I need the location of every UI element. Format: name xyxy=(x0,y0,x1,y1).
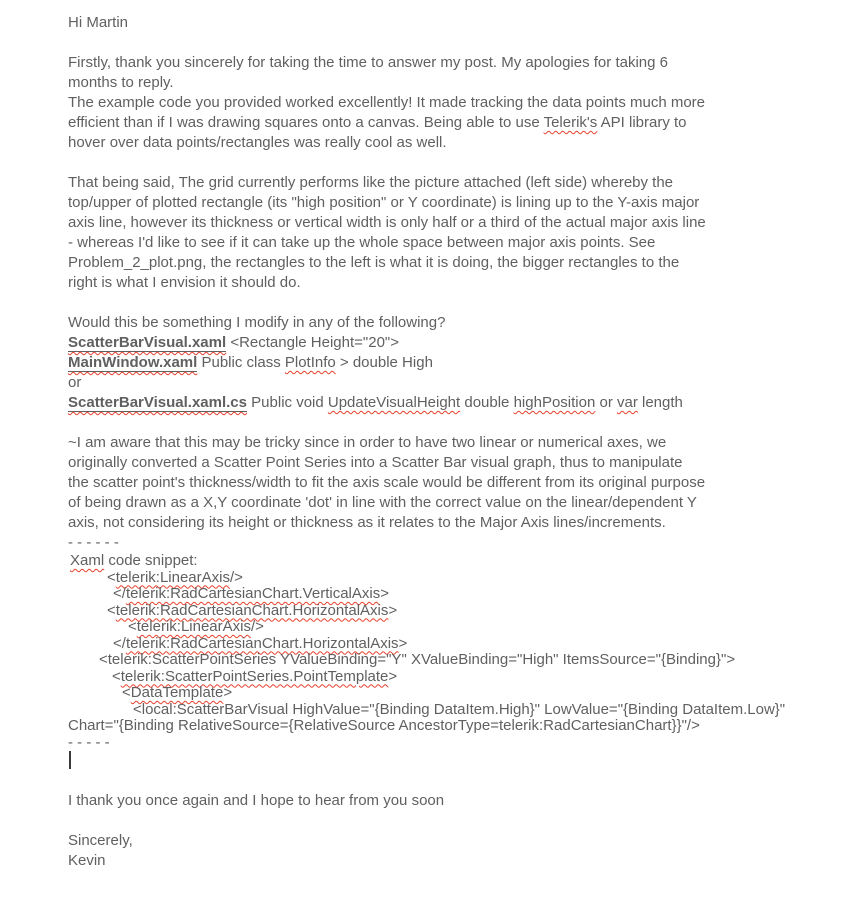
text-segment: or xyxy=(68,374,82,391)
signoff-line xyxy=(68,831,825,851)
code-line xyxy=(68,586,825,603)
text-line xyxy=(68,791,825,811)
misspelled-word: telerik:RadCartesianChart.HorizontalAxis xyxy=(115,601,389,619)
misspelled-word: telerik:ScatterPointSeries.PointTemplate xyxy=(120,667,389,685)
text-segment: < xyxy=(128,618,137,635)
text-segment: efficient than if I was drawing squares onto a canvas. Being able to use xyxy=(68,114,544,131)
misspelled-word: PlotInfo xyxy=(284,354,336,371)
text-line xyxy=(68,33,825,53)
text-segment: - whereas I'd like to see if it can take up the whole space between major axis points. See xyxy=(68,234,656,251)
text-line xyxy=(68,333,825,353)
code-line xyxy=(68,652,825,669)
text-line xyxy=(68,393,825,413)
text-line xyxy=(68,353,825,373)
text-line xyxy=(68,253,825,273)
text-segment: That being said, The grid currently performs like the picture attached (left side) whereby the xyxy=(68,174,674,191)
text-segment: ~I am aware that this may be tricky since in order to have two linear or numerical axes, we xyxy=(68,434,667,451)
text-line xyxy=(68,453,825,473)
text-line xyxy=(68,493,825,513)
separator-line xyxy=(68,735,825,752)
text-line xyxy=(68,771,825,791)
code-line xyxy=(68,702,825,719)
text-segment: length xyxy=(637,394,683,411)
text-line xyxy=(68,53,825,73)
signature-line xyxy=(68,851,825,871)
text-segment: the scatter point's thickness/width to fit the axis scale would be different from its original purpose xyxy=(68,474,706,491)
text-segment: Firstly, thank you sincerely for taking the time to answer my post. My apologies for taking 6 xyxy=(68,54,668,71)
text-segment: Chart="{Binding RelativeSource={RelativeSource AncestorType=telerik:RadCartesianChart}}"/> xyxy=(68,717,700,734)
misspelled-word: highPosition xyxy=(513,394,596,411)
text-segment: /> xyxy=(229,568,243,586)
text-segment: < xyxy=(122,684,131,701)
text-segment: hover over data points/rectangles was really cool as well. xyxy=(68,134,447,151)
misspelled-word: ScatterBarVisual.xaml.cs xyxy=(68,394,247,411)
code-line xyxy=(68,603,825,620)
misspelled-word: Xaml xyxy=(70,552,105,569)
text-segment: The example code you provided worked excellently! It made tracking the data points much more xyxy=(68,94,706,111)
text-segment: top/upper of plotted rectangle (its "high position" or Y coordinate) is lining up to the Y-axis major xyxy=(68,194,700,211)
text-segment: <telerik:ScatterPointSeries YValueBinding="Y" XValueBinding="High" ItemsSource="{Binding}"> xyxy=(99,651,736,668)
text-segment: < xyxy=(107,568,116,586)
text-line xyxy=(68,153,825,173)
text-segment: code snippet: xyxy=(104,552,198,569)
text-segment: < xyxy=(112,667,121,685)
misspelled-word: telerik:RadCartesianChart.VerticalAxis xyxy=(125,585,381,602)
text-segment: - - - - - - xyxy=(68,534,119,551)
text-segment: Problem_2_plot.png, the rectangles to the left is what it is doing, the bigger rectangles to the xyxy=(68,254,680,271)
text-line xyxy=(68,73,825,93)
text-line xyxy=(68,233,825,253)
text-segment: API library to xyxy=(597,114,687,131)
text-line xyxy=(68,373,825,393)
text-segment: /> xyxy=(250,618,264,635)
text-line xyxy=(68,193,825,213)
text-segment: months to reply. xyxy=(68,74,174,91)
text-line xyxy=(68,133,825,153)
code-line xyxy=(68,685,825,702)
text-line xyxy=(68,93,825,113)
text-line xyxy=(68,293,825,313)
misspelled-word: Telerik's xyxy=(543,114,598,131)
text-segment: of being drawn as a X,Y coordinate 'dot' in line with the correct value on the linear/dependent Y xyxy=(68,494,697,511)
text-segment: axis line, however its thickness or vertical width is only half or a third of the actual major axis line xyxy=(68,214,706,231)
code-line xyxy=(68,669,825,686)
text-segment: right is what I envision it should do. xyxy=(68,274,301,291)
code-line xyxy=(68,553,825,570)
text-segment: < xyxy=(107,601,116,619)
misspelled-word: telerik:LinearAxis xyxy=(136,618,251,635)
text-line xyxy=(68,513,825,533)
misspelled-word: MainWindow.xaml xyxy=(68,354,198,371)
text-line xyxy=(68,273,825,293)
text-segment: </ xyxy=(113,634,126,652)
code-line xyxy=(68,619,825,636)
text-segment: </ xyxy=(113,585,126,602)
text-segment: <Rectangle Height="20"> xyxy=(226,334,400,351)
misspelled-word: ScatterBarVisual.xaml xyxy=(68,334,227,351)
code-line xyxy=(68,718,825,735)
greeting-line xyxy=(68,13,825,33)
text-segment: > xyxy=(380,585,389,602)
text-caret xyxy=(69,751,71,769)
text-segment: > xyxy=(223,684,233,701)
text-segment: Sincerely, xyxy=(68,832,133,849)
misspelled-word: UpdateVisualHeight xyxy=(327,394,461,411)
text-line xyxy=(68,173,825,193)
text-segment: <local:ScatterBarVisual HighValue="{Binding DataItem.High}" LowValue="{Binding DataItem.Low}" xyxy=(133,700,786,718)
text-line xyxy=(68,113,825,133)
text-segment: Hi Martin xyxy=(68,14,129,31)
text-line xyxy=(68,213,825,233)
text-line xyxy=(68,433,825,453)
code-line xyxy=(68,636,825,653)
text-segment: Kevin xyxy=(68,852,106,869)
text-segment: axis, not considering its height or thickness as it relates to the Major Axis lines/increments. xyxy=(68,514,666,531)
misspelled-word: telerik:LinearAxis xyxy=(115,568,230,586)
misspelled-word: DataTemplate xyxy=(130,684,224,701)
text-line xyxy=(68,413,825,433)
misspelled-word: var xyxy=(617,394,638,411)
text-segment: or xyxy=(595,394,617,411)
separator-line xyxy=(68,533,825,553)
text-segment: Would this be something I modify in any of the following? xyxy=(68,314,446,331)
text-segment: - - - - - xyxy=(68,733,110,751)
text-segment: > xyxy=(388,601,398,619)
text-segment: I thank you once again and I hope to hear from you soon xyxy=(68,792,445,809)
text-segment: double xyxy=(460,394,514,411)
text-segment: > xyxy=(398,634,408,652)
text-segment: > xyxy=(388,667,398,685)
text-line xyxy=(68,313,825,333)
caret-line xyxy=(68,751,825,771)
text-segment: Public class xyxy=(197,354,285,371)
text-line xyxy=(68,473,825,493)
text-segment: > double High xyxy=(335,354,433,371)
text-line xyxy=(68,811,825,831)
misspelled-word: telerik:RadCartesianChart.HorizontalAxis xyxy=(125,634,399,652)
code-line xyxy=(68,570,825,587)
text-segment: Public void xyxy=(247,394,328,411)
text-segment: originally converted a Scatter Point Series into a Scatter Bar visual graph, thus to manipulate xyxy=(68,454,683,471)
